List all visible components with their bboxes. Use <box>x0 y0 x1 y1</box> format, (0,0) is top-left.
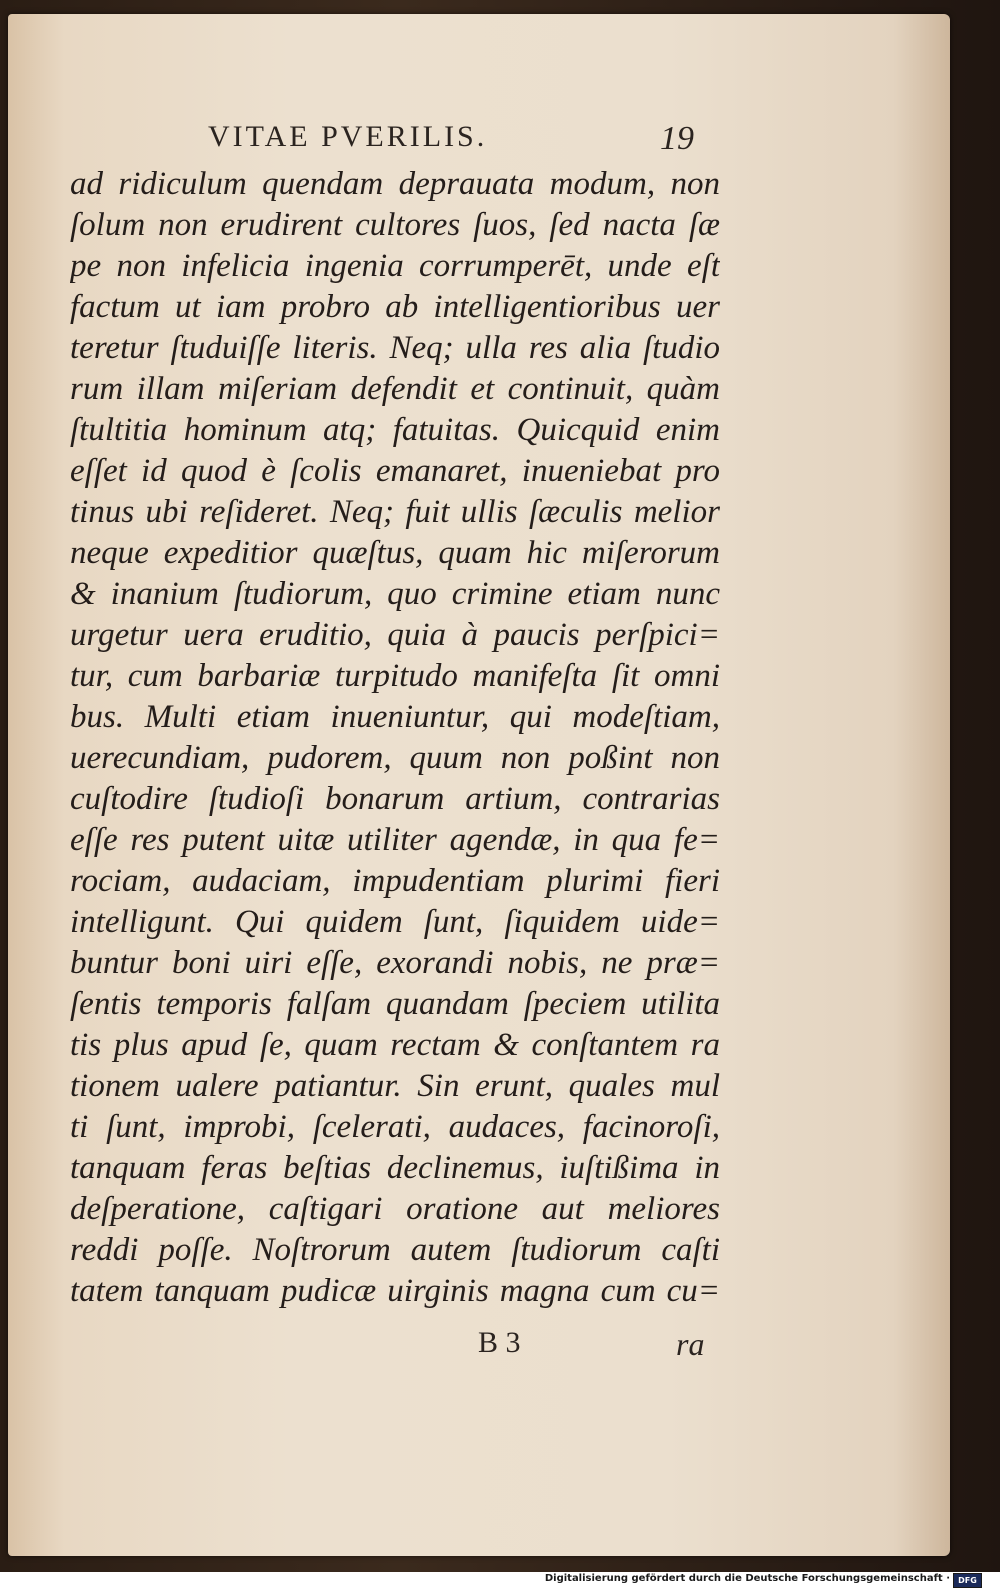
book-page <box>8 14 950 1556</box>
text-line: rociam, audaciam, impudentiam plurimi fieri <box>70 863 720 899</box>
text-line: teretur ſtuduiſſe literis. Neq; ulla res alia ſtudio <box>70 330 720 366</box>
text-line: ſentis temporis falſam quandam ſpeciem utilita <box>70 986 720 1022</box>
text-line: tionem ualere patiantur. Sin erunt, quales mul <box>70 1068 720 1104</box>
signature-mark: B 3 <box>478 1326 521 1359</box>
text-line: ad ridiculum quendam deprauata modum, non <box>70 166 720 202</box>
text-line: reddi poſſe. Noſtrorum autem ſtudiorum caſti <box>70 1232 720 1268</box>
text-line: buntur boni uiri eſſe, exorandi nobis, ne præ= <box>70 945 720 981</box>
text-line: ſtultitia hominum atq; fatuitas. Quicquid enim <box>70 412 720 448</box>
text-line: deſperatione, caſtigari oratione aut meliores <box>70 1191 720 1227</box>
text-line: bus. Multi etiam inueniuntur, qui modeſtiam, <box>70 699 720 735</box>
text-line: urgetur uera eruditio, quia à paucis perſpici= <box>70 617 720 653</box>
text-line: ti ſunt, improbi, ſcelerati, audaces, facinoroſi, <box>70 1109 720 1145</box>
text-line: & inanium ſtudiorum, quo crimine etiam nunc <box>70 576 720 612</box>
text-line: tur, cum barbariæ turpitudo manifeſta ſit omni <box>70 658 720 694</box>
text-line: tanquam feras beſtias declinemus, iuſtißima in <box>70 1150 720 1186</box>
funding-credit: Digitalisierung gefördert durch die Deutsche Forschungsgemeinschaft · <box>544 1573 950 1584</box>
body-text <box>70 164 720 1312</box>
digitization-footer <box>0 1572 1000 1588</box>
running-title: VITAE PVERILIS. <box>208 120 488 153</box>
text-line: factum ut iam probro ab intelligentioribus uer <box>70 289 720 325</box>
text-line: tis plus apud ſe, quam rectam & conſtantem ra <box>70 1027 720 1063</box>
text-line: eſſet id quod è ſcolis emanaret, inueniebat pro <box>70 453 720 489</box>
text-line: neque expeditior quæſtus, quam hic miſerorum <box>70 535 720 571</box>
page-header <box>8 110 950 170</box>
text-line: eſſe res putent uitæ utiliter agendæ, in qua fe= <box>70 822 720 858</box>
text-line: rum illam miſeriam defendit et continuit, quàm <box>70 371 720 407</box>
text-line: uerecundiam, pudorem, quum non poßint non <box>70 740 720 776</box>
catchword: ra <box>676 1326 705 1362</box>
dfg-logo-icon: DFG <box>953 1573 982 1588</box>
page-number: 19 <box>660 120 694 157</box>
text-line: tatem tanquam pudicæ uirginis magna cum cu= <box>70 1273 720 1309</box>
text-line: pe non infelicia ingenia corrumperēt, unde eſt <box>70 248 720 284</box>
text-line: ſolum non erudirent cultores ſuos, ſed nacta ſæ <box>70 207 720 243</box>
text-line: intelligunt. Qui quidem ſunt, ſiquidem uide= <box>70 904 720 940</box>
text-line: cuſtodire ſtudioſi bonarum artium, contrarias <box>70 781 720 817</box>
text-line: tinus ubi reſideret. Neq; fuit ullis ſæculis melior <box>70 494 720 530</box>
